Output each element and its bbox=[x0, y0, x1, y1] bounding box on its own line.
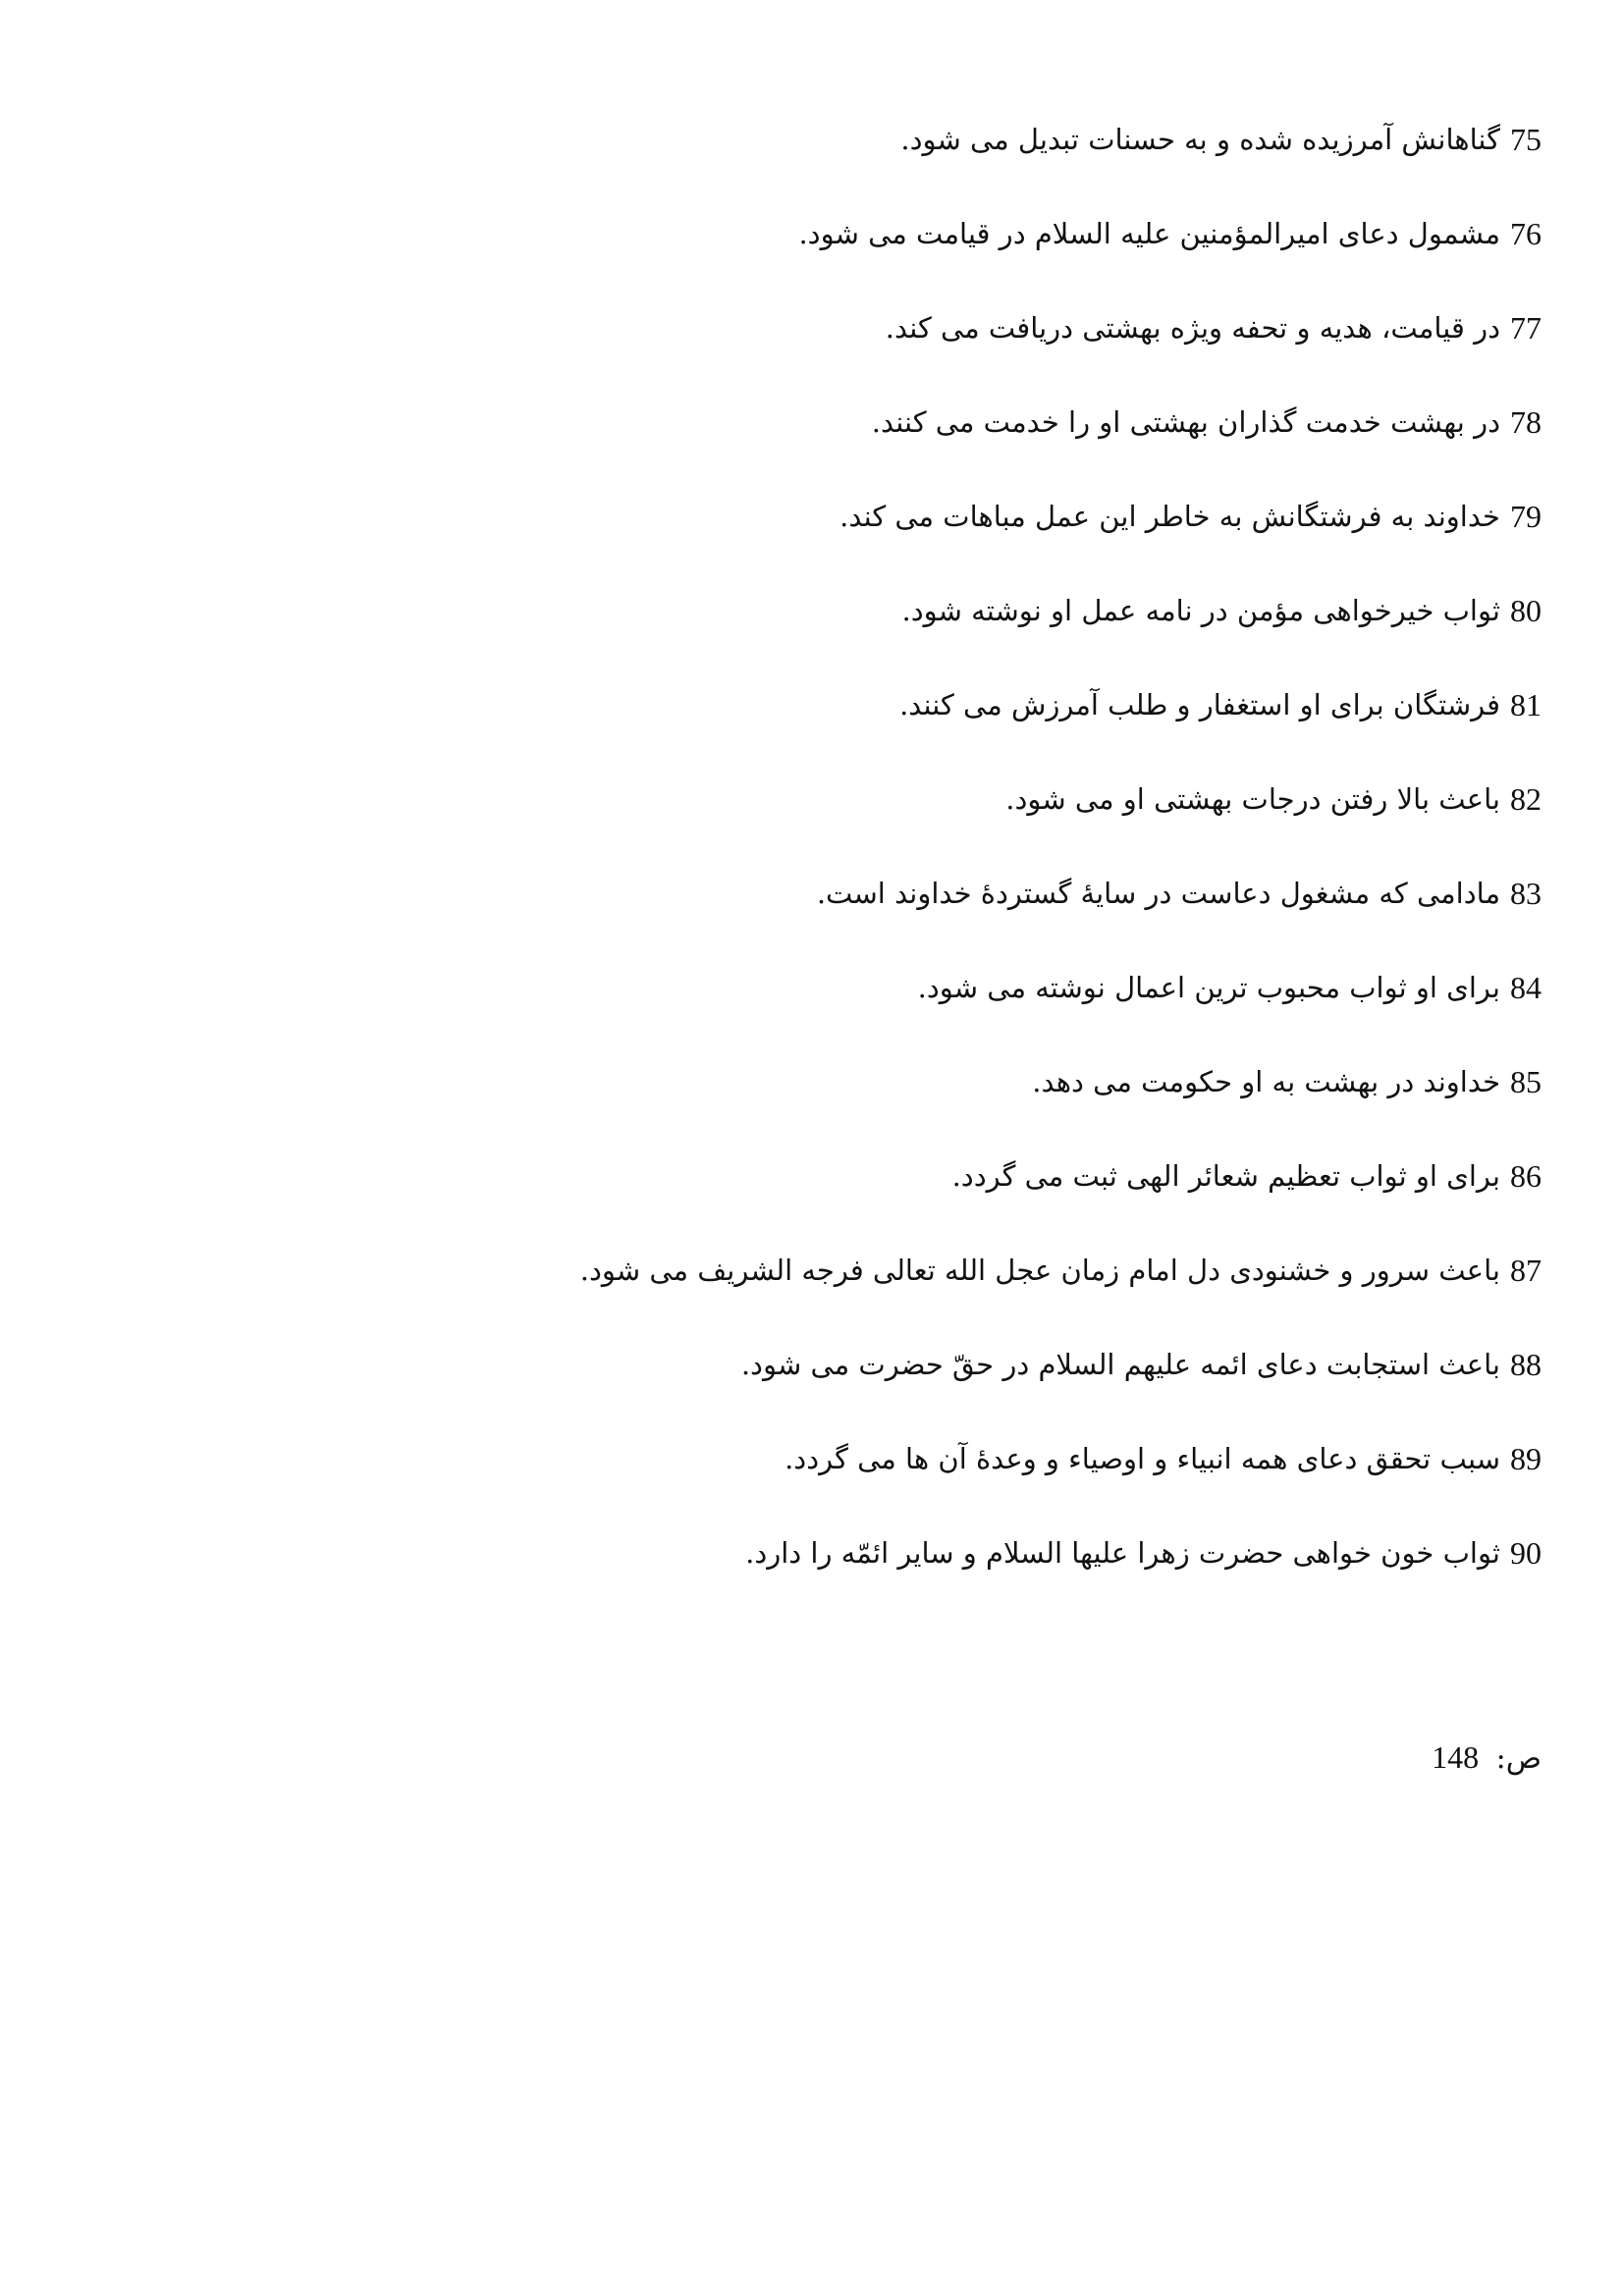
item-text: مادامی که مشغول دعاست در سایۀ گستردۀ خداوند است. bbox=[816, 877, 1500, 910]
page-number-footer bbox=[1432, 1728, 1542, 1789]
item-text: برای او ثواب محبوب ترین اعمال نوشته می شود. bbox=[917, 971, 1500, 1004]
item-number: 83 bbox=[1510, 876, 1542, 911]
list-item bbox=[265, 1335, 1542, 1429]
item-number: 78 bbox=[1510, 404, 1542, 440]
list-item bbox=[265, 110, 1542, 204]
item-number: 79 bbox=[1510, 499, 1542, 534]
item-number: 86 bbox=[1510, 1158, 1542, 1194]
list-item bbox=[265, 864, 1542, 958]
item-number: 84 bbox=[1510, 970, 1542, 1005]
list-item bbox=[265, 1429, 1542, 1523]
item-number: 75 bbox=[1510, 122, 1542, 157]
item-text: باعث استجابت دعای ائمه علیهم السلام در حقّ حضرت می شود. bbox=[740, 1348, 1500, 1381]
item-text: باعث بالا رفتن درجات بهشتی او می شود. bbox=[1005, 782, 1500, 816]
page-number: 148 bbox=[1432, 1739, 1480, 1775]
item-text: سبب تحقق دعای همه انبیاء و اوصیاء و وعدۀ آن ها می گردد. bbox=[784, 1442, 1500, 1475]
list-item bbox=[265, 1147, 1542, 1241]
item-text: گناهانش آمرزیده شده و به حسنات تبدیل می شود. bbox=[900, 123, 1500, 156]
list-item bbox=[265, 1523, 1542, 1618]
item-text: مشمول دعای امیرالمؤمنین علیه السلام در قیامت می شود. bbox=[798, 217, 1500, 250]
list-item bbox=[265, 204, 1542, 298]
list-item bbox=[265, 581, 1542, 675]
list-item bbox=[265, 958, 1542, 1052]
item-number: 87 bbox=[1510, 1253, 1542, 1288]
item-text: باعث سرور و خشنودی دل امام زمان عجل الله تعالی فرجه الشریف می شود. bbox=[579, 1254, 1500, 1287]
list-item bbox=[265, 487, 1542, 581]
list-item bbox=[265, 675, 1542, 770]
item-text: ثواب خیرخواهی مؤمن در نامه عمل او نوشته شود. bbox=[901, 594, 1500, 627]
item-number: 82 bbox=[1510, 781, 1542, 817]
page-label: ص: bbox=[1495, 1741, 1542, 1776]
item-number: 89 bbox=[1510, 1441, 1542, 1476]
list-item bbox=[265, 770, 1542, 864]
item-number: 76 bbox=[1510, 216, 1542, 251]
list-item bbox=[265, 1052, 1542, 1147]
numbered-list bbox=[265, 110, 1542, 1618]
item-text: خداوند به فرشتگانش به خاطر این عمل مباهات می کند. bbox=[839, 500, 1500, 533]
list-item bbox=[265, 1241, 1542, 1335]
item-number: 77 bbox=[1510, 310, 1542, 346]
item-number: 90 bbox=[1510, 1535, 1542, 1571]
item-text: در بهشت خدمت گذاران بهشتی او را خدمت می کنند. bbox=[871, 405, 1500, 439]
item-text: خداوند در بهشت به او حکومت می دهد. bbox=[1032, 1065, 1500, 1098]
item-text: برای او ثواب تعظیم شعائر الهی ثبت می گردد. bbox=[951, 1159, 1500, 1193]
list-item bbox=[265, 393, 1542, 487]
item-number: 81 bbox=[1510, 687, 1542, 722]
item-text: فرشتگان برای او استغفار و طلب آمرزش می کنند. bbox=[899, 688, 1500, 721]
item-text: ثواب خون خواهی حضرت زهرا علیها السلام و سایر ائمّه را دارد. bbox=[745, 1536, 1500, 1570]
item-number: 80 bbox=[1510, 593, 1542, 628]
item-text: در قیامت، هدیه و تحفه ویژه بهشتی دریافت می کند. bbox=[885, 311, 1500, 345]
item-number: 88 bbox=[1510, 1347, 1542, 1382]
item-number: 85 bbox=[1510, 1064, 1542, 1099]
list-item bbox=[265, 298, 1542, 393]
